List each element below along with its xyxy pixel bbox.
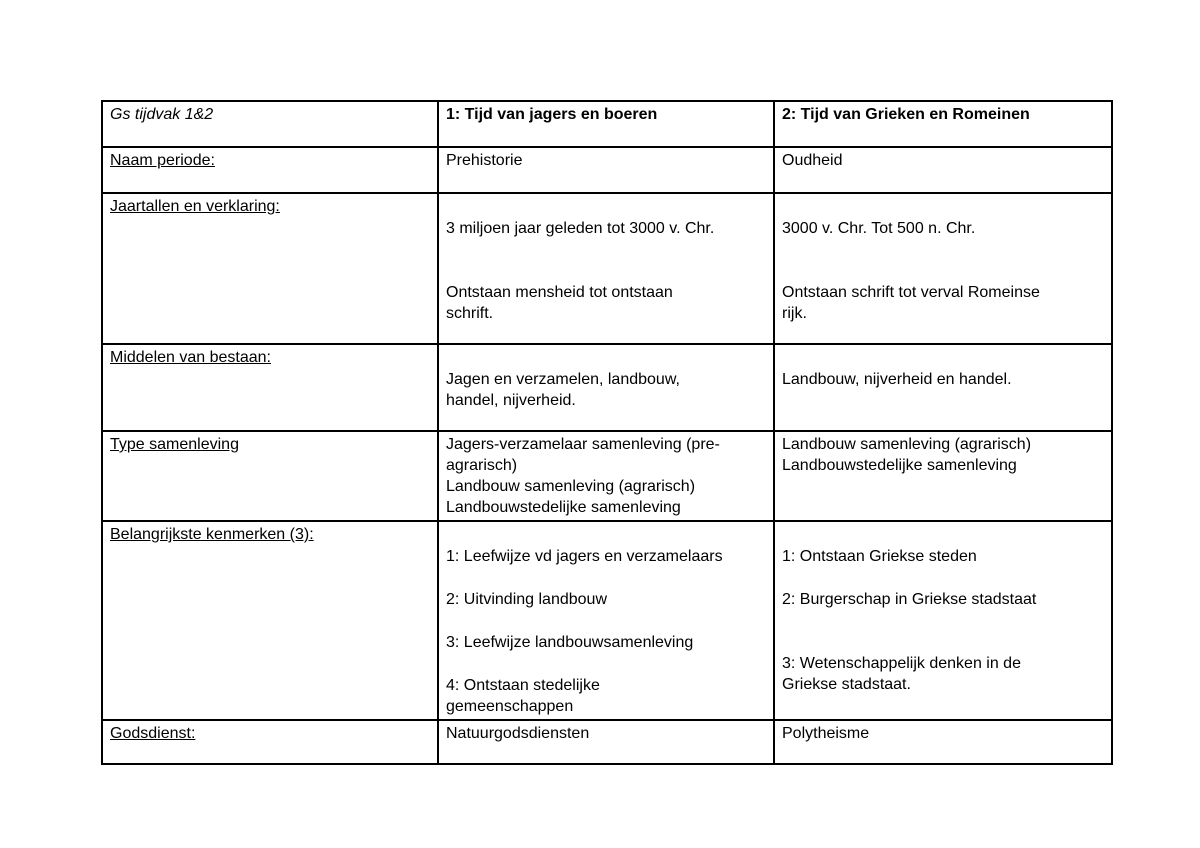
row-label-cell xyxy=(102,431,438,521)
jaartallen-explain-tijdvak-1-line1: Ontstaan mensheid tot ontstaan xyxy=(446,284,673,301)
godsdienst-tijdvak-1: Natuurgodsdiensten xyxy=(446,725,590,742)
header-cell-tijdvak-1 xyxy=(438,101,774,147)
kenmerk-tijdvak-1-item2: 2: Uitvinding landbouw xyxy=(446,591,607,608)
type-tijdvak-1-line3: Landbouw samenleving (agrarisch) xyxy=(446,478,696,495)
jaartallen-years-tijdvak-2: 3000 v. Chr. Tot 500 n. Chr. xyxy=(782,220,976,237)
cell-godsdienst-tijdvak-2 xyxy=(774,720,1112,764)
table-row-jaartallen xyxy=(102,193,1112,344)
type-tijdvak-2-line2: Landbouwstedelijke samenleving xyxy=(782,457,1017,474)
cell-jaartallen-tijdvak-1 xyxy=(438,193,774,344)
row-label-middelen: Middelen van bestaan: xyxy=(110,349,271,366)
row-label-naam-periode: Naam periode: xyxy=(110,152,215,169)
jaartallen-explain-tijdvak-1-line2: schrift. xyxy=(446,305,494,322)
cell-type-tijdvak-2 xyxy=(774,431,1112,521)
row-label-cell xyxy=(102,720,438,764)
type-tijdvak-1-line4: Landbouwstedelijke samenleving xyxy=(446,499,681,516)
kenmerk-tijdvak-2-item3-line1: 3: Wetenschappelijk denken in de xyxy=(782,655,1021,672)
middelen-tijdvak-1-line2: handel, nijverheid. xyxy=(446,392,576,409)
row-label-cell xyxy=(102,344,438,431)
table-title: Gs tijdvak 1&2 xyxy=(110,106,214,123)
naam-tijdvak-2: Oudheid xyxy=(782,152,843,169)
cell-type-tijdvak-1 xyxy=(438,431,774,521)
row-label-jaartallen: Jaartallen en verklaring: xyxy=(110,198,280,215)
table-row-header xyxy=(102,101,1112,147)
cell-middelen-tijdvak-1 xyxy=(438,344,774,431)
row-label-cell xyxy=(102,193,438,344)
kenmerk-tijdvak-1-item3: 3: Leefwijze landbouwsamenleving xyxy=(446,634,694,651)
kenmerk-tijdvak-1-item4-line2: gemeenschappen xyxy=(446,698,574,715)
header-cell-title xyxy=(102,101,438,147)
column-header-tijdvak-2: 2: Tijd van Grieken en Romeinen xyxy=(782,106,1030,123)
table-row-kenmerken xyxy=(102,521,1112,720)
godsdienst-tijdvak-2: Polytheisme xyxy=(782,725,870,742)
row-label-kenmerken: Belangrijkste kenmerken (3): xyxy=(110,526,314,543)
table-row-middelen xyxy=(102,344,1112,431)
cell-middelen-tijdvak-2 xyxy=(774,344,1112,431)
kenmerk-tijdvak-1-item1: 1: Leefwijze vd jagers en verzamelaars xyxy=(446,548,723,565)
row-label-type-samenleving: Type samenleving xyxy=(110,436,239,453)
table-row-naam-periode xyxy=(102,147,1112,193)
kenmerk-tijdvak-2-item3-line2: Griekse stadstaat. xyxy=(782,676,911,693)
cell-kenmerken-tijdvak-1 xyxy=(438,521,774,720)
naam-tijdvak-1: Prehistorie xyxy=(446,152,523,169)
row-label-cell xyxy=(102,521,438,720)
middelen-tijdvak-2: Landbouw, nijverheid en handel. xyxy=(782,371,1012,388)
type-tijdvak-2-line1: Landbouw samenleving (agrarisch) xyxy=(782,436,1032,453)
cell-godsdienst-tijdvak-1 xyxy=(438,720,774,764)
cell-kenmerken-tijdvak-2 xyxy=(774,521,1112,720)
row-label-cell xyxy=(102,147,438,193)
row-label-godsdienst: Godsdienst: xyxy=(110,725,196,742)
header-cell-tijdvak-2 xyxy=(774,101,1112,147)
table-row-type-samenleving xyxy=(102,431,1112,521)
type-tijdvak-1-line1: Jagers-verzamelaar samenleving (pre- xyxy=(446,436,720,453)
cell-naam-tijdvak-1 xyxy=(438,147,774,193)
kenmerk-tijdvak-2-item1: 1: Ontstaan Griekse steden xyxy=(782,548,977,565)
type-tijdvak-1-line2: agrarisch) xyxy=(446,457,518,474)
kenmerk-tijdvak-1-item4-line1: 4: Ontstaan stedelijke xyxy=(446,677,600,694)
middelen-tijdvak-1-line1: Jagen en verzamelen, landbouw, xyxy=(446,371,680,388)
cell-naam-tijdvak-2 xyxy=(774,147,1112,193)
column-header-tijdvak-1: 1: Tijd van jagers en boeren xyxy=(446,106,658,123)
table-row-godsdienst xyxy=(102,720,1112,764)
jaartallen-explain-tijdvak-2-line2: rijk. xyxy=(782,305,807,322)
jaartallen-years-tijdvak-1: 3 miljoen jaar geleden tot 3000 v. Chr. xyxy=(446,220,715,237)
cell-jaartallen-tijdvak-2 xyxy=(774,193,1112,344)
kenmerk-tijdvak-2-item2: 2: Burgerschap in Griekse stadstaat xyxy=(782,591,1037,608)
history-table xyxy=(101,100,1113,765)
jaartallen-explain-tijdvak-2-line1: Ontstaan schrift tot verval Romeinse xyxy=(782,284,1040,301)
